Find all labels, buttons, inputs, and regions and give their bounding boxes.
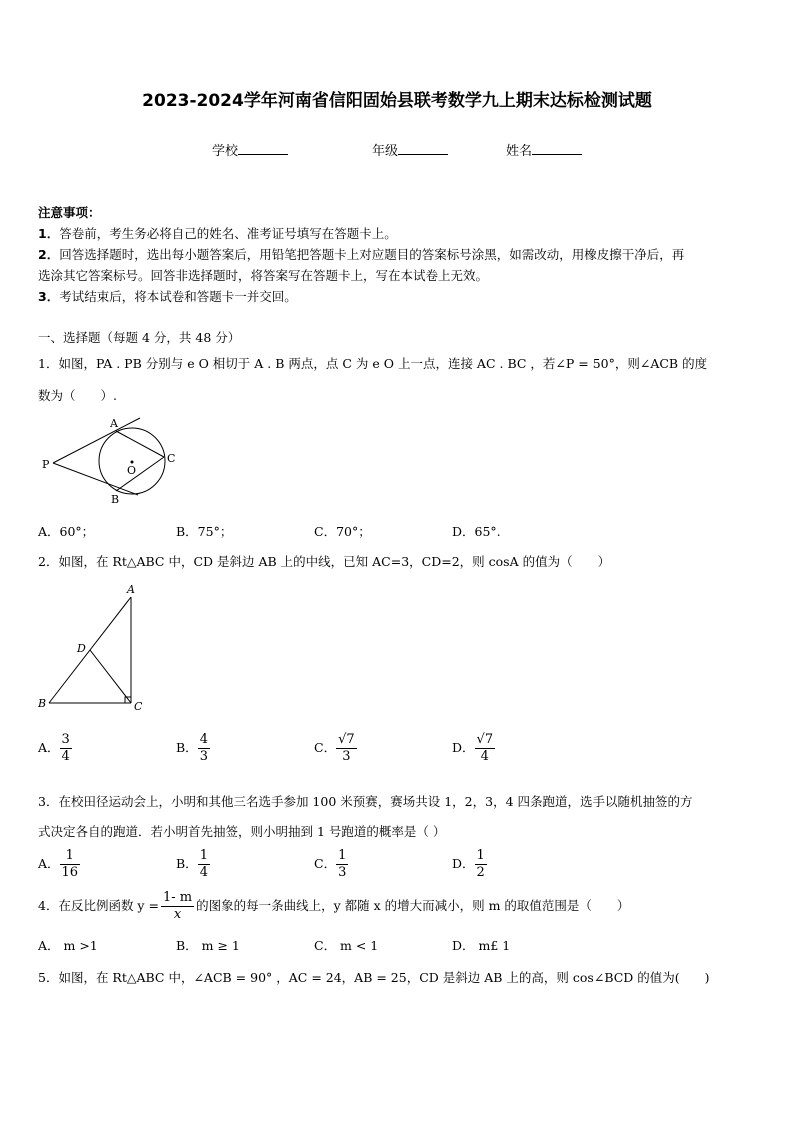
notice-item: 3．考试结束后，将本试卷和答题卡一并交回。 bbox=[38, 289, 297, 304]
q4-option-d: D． m£ 1 bbox=[452, 938, 511, 953]
q5-stem: 5．如图，在 Rt△ABC 中，∠ACB = 90° ，AC = 24，AB = 25，CD 是斜边 AB 上的高，则 cos∠BCD 的值为( ) bbox=[38, 970, 710, 985]
q1-option-d: D．65°. bbox=[452, 524, 501, 539]
name-blank[interactable] bbox=[532, 141, 582, 155]
q2-option-d: D． $\frac{√7}{4}$ bbox=[452, 732, 494, 764]
school-field bbox=[212, 140, 288, 159]
section-heading: 一、选择题（每题 4 分，共 48 分） bbox=[38, 330, 241, 345]
label-D: D bbox=[77, 642, 86, 655]
label-A: A bbox=[110, 417, 118, 430]
q3-stem-line2: 式决定各自的跑道．若小明首先抽签，则小明抽到 1 号跑道的概率是（ ） bbox=[38, 824, 446, 839]
label-C: C bbox=[167, 452, 176, 465]
school-label: 学校 bbox=[212, 144, 239, 159]
label-B: B bbox=[38, 697, 47, 710]
label-A: A bbox=[127, 583, 135, 596]
q1-option-c: C．70°； bbox=[314, 524, 371, 539]
q1-option-b: B．75°； bbox=[176, 524, 233, 539]
name-field bbox=[506, 140, 582, 159]
label-B: B bbox=[111, 493, 120, 506]
q2-option-b: B． $\frac{4}{3}$ bbox=[176, 732, 208, 764]
q3-option-a: A． $\frac{1}{16}$ bbox=[38, 848, 79, 880]
q3-option-d: D． $\frac{1}{2}$ bbox=[452, 848, 485, 880]
notice-heading: 注意事项： bbox=[38, 205, 101, 220]
q2-option-a: A． $\frac{3}{4}$ bbox=[38, 732, 70, 764]
q3-option-b: B． $\frac{1}{4}$ bbox=[176, 848, 208, 880]
q1-figure bbox=[38, 410, 188, 510]
label-O: O bbox=[127, 464, 137, 477]
q3-stem-line1: 3．在校田径运动会上，小明和其他三名选手参加 100 米预赛，赛场共设 1，2，3，4 四条跑道，选手以随机抽签的方 bbox=[38, 794, 693, 809]
label-P: P bbox=[42, 458, 50, 471]
q4-option-a: A． m >1 bbox=[38, 938, 98, 953]
q2-stem: 2．如图，在 Rt△ABC 中，CD 是斜边 AB 上的中线，已知 AC=3，CD=2，则 cosA 的值为（ ） bbox=[38, 554, 611, 569]
q4-option-c: C． m < 1 bbox=[314, 938, 379, 953]
school-blank[interactable] bbox=[238, 141, 288, 155]
q1-option-a: A．60°； bbox=[38, 524, 95, 539]
q1-stem-line2: 数为（ ）. bbox=[38, 388, 117, 403]
page-title: 2023-2024学年河南省信阳固始县联考数学九上期末达标检测试题 bbox=[142, 91, 652, 111]
q4-option-b: B． m ≥ 1 bbox=[176, 938, 240, 953]
notice-item: 1．答卷前，考生务必将自己的姓名、准考证号填写在答题卡上。 bbox=[38, 226, 397, 241]
q1-stem-line1: 1．如图，PA . PB 分别与 e O 相切于 A . B 两点，点 C 为 e O 上一点，连接 AC . BC ，若∠P = 50°，则∠ACB 的度 bbox=[38, 356, 708, 371]
grade-label: 年级 bbox=[372, 144, 399, 159]
q2-option-c: C． $\frac{√7}{3}$ bbox=[314, 732, 355, 764]
q3-option-c: C． $\frac{1}{3}$ bbox=[314, 848, 347, 880]
grade-blank[interactable] bbox=[398, 141, 448, 155]
q4-stem: 4．在反比例函数 y = $\frac{1- m}{x}$ 的图象的每一条曲线上，y 都随 x 的增大而减小，则 m 的取值范围是（ ） bbox=[38, 890, 630, 922]
grade-field bbox=[372, 140, 448, 159]
name-label: 姓名 bbox=[506, 144, 533, 159]
notice-item: 2．回答选择题时，选出每小题答案后，用铅笔把答题卡上对应题目的答案标号涂黑，如需改动，用橡皮擦干净后，再 bbox=[38, 247, 685, 262]
notice-item: 选涂其它答案标号。回答非选择题时，将答案写在答题卡上，写在本试卷上无效。 bbox=[38, 268, 489, 283]
q2-figure bbox=[34, 582, 154, 717]
label-C: C bbox=[134, 700, 143, 713]
